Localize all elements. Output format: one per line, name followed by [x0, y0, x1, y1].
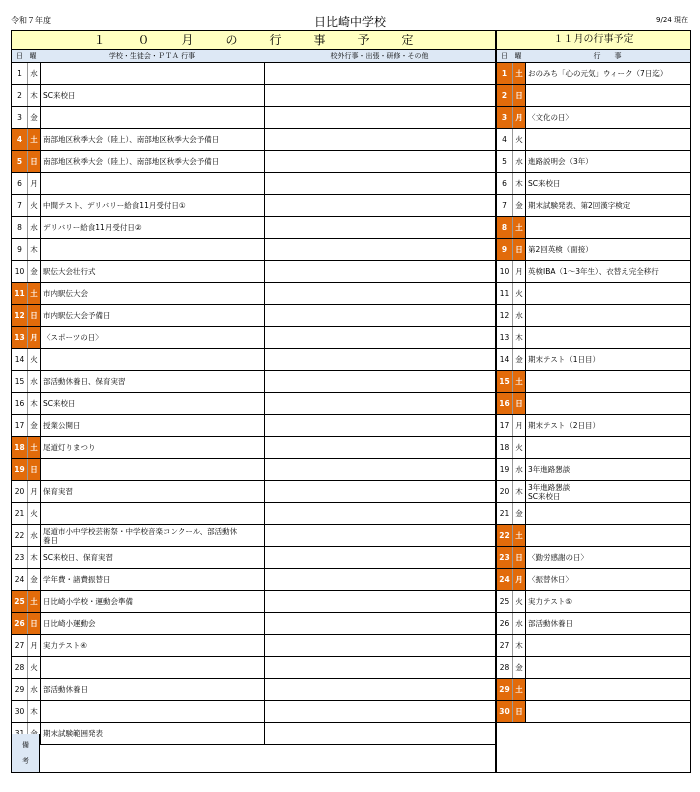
event-cell	[525, 437, 691, 458]
day-cell: 10	[499, 267, 510, 276]
schedule-row	[497, 371, 690, 393]
weekday-cell: 水	[27, 525, 40, 546]
schedule-row	[12, 239, 495, 261]
day-cell: 28	[499, 663, 510, 672]
event-cell	[40, 107, 266, 128]
weekday-cell: 土	[512, 525, 525, 546]
event-cell	[525, 217, 691, 238]
weekday-cell: 火	[27, 503, 40, 524]
weekday-cell: 木	[512, 327, 525, 348]
event-cell	[525, 327, 691, 348]
outside-event-cell	[264, 107, 496, 128]
updated-date: 9/24 現在	[656, 16, 688, 24]
day-cell: 16	[14, 399, 25, 408]
weekday-cell: 木	[27, 701, 40, 722]
event-cell: 〈勤労感謝の日〉	[525, 547, 691, 568]
schedule-row	[497, 459, 690, 481]
outside-event-cell	[264, 503, 496, 524]
outside-event-cell	[264, 173, 496, 194]
schedule-row	[497, 591, 690, 613]
event-cell: 南部地区秋季大会（陸上）、南部地区秋季大会予備日	[40, 151, 266, 172]
november-remarks	[497, 734, 690, 772]
event-cell: 授業公開日	[40, 415, 266, 436]
weekday-cell: 日	[27, 151, 40, 172]
day-cell: 11	[12, 283, 27, 304]
weekday-cell: 火	[512, 283, 525, 304]
schedule-row	[497, 635, 690, 657]
day-cell: 14	[499, 355, 510, 364]
day-cell: 26	[12, 613, 27, 634]
weekday-cell: 火	[27, 349, 40, 370]
weekday-cell: 日	[512, 85, 525, 106]
event-cell: 中間テスト、デリバリー給食11月受付日①	[40, 195, 266, 216]
day-cell: 14	[14, 355, 25, 364]
schedule-row	[497, 327, 690, 349]
event-cell	[40, 701, 266, 722]
weekday-cell: 土	[512, 217, 525, 238]
weekday-cell: 水	[27, 679, 40, 700]
weekday-cell: 水	[27, 63, 40, 84]
event-cell: 期末試験範囲発表	[40, 723, 266, 744]
event-cell	[525, 503, 691, 524]
weekday-header: 曜	[29, 52, 37, 60]
weekday-cell: 火	[512, 437, 525, 458]
day-cell: 20	[499, 487, 510, 496]
event-cell: 日比崎小学校・運動会準備	[40, 591, 266, 612]
day-cell: 5	[12, 151, 27, 172]
outside-event-cell	[264, 63, 496, 84]
day-cell: 30	[14, 707, 25, 716]
outside-event-cell	[264, 305, 496, 326]
outside-event-cell	[264, 657, 496, 678]
event-cell	[525, 701, 691, 722]
november-column-header	[497, 50, 690, 63]
day-cell: 10	[14, 267, 25, 276]
weekday-cell: 日	[512, 393, 525, 414]
schedule-row	[497, 569, 690, 591]
event-cell: 部活動休養日	[40, 679, 266, 700]
outside-event-cell	[264, 437, 496, 458]
november-schedule	[496, 30, 691, 773]
day-cell: 7	[17, 201, 22, 210]
event-cell: 保育実習	[40, 481, 266, 502]
day-cell: 8	[17, 223, 22, 232]
schedule-row	[12, 613, 495, 635]
event-cell	[525, 129, 691, 150]
schedule-row	[12, 63, 495, 85]
day-cell: 13	[12, 327, 27, 348]
outside-event-cell	[264, 349, 496, 370]
event-cell: デリバリー給食11月受付日②	[40, 217, 266, 238]
event-cell: 〈スポーツの日〉	[40, 327, 266, 348]
day-cell: 26	[499, 619, 510, 628]
weekday-cell: 水	[512, 459, 525, 480]
event-cell: 進路説明会（3年）	[525, 151, 691, 172]
weekday-cell: 水	[512, 151, 525, 172]
event-cell: 南部地区秋季大会（陸上）、南部地区秋季大会予備日	[40, 129, 266, 150]
weekday-cell: 土	[27, 129, 40, 150]
event-cell	[525, 305, 691, 326]
day-cell: 9	[17, 245, 22, 254]
schedule-row	[497, 393, 690, 415]
weekday-cell: 金	[27, 415, 40, 436]
weekday-cell: 土	[512, 63, 525, 84]
event-cell: 期末テスト（1日目）	[525, 349, 691, 370]
weekday-cell: 水	[512, 613, 525, 634]
weekday-cell: 木	[27, 239, 40, 260]
schedule-row	[12, 657, 495, 679]
day-cell: 17	[499, 421, 510, 430]
schedule-row	[12, 129, 495, 151]
weekday-cell: 土	[512, 679, 525, 700]
schedule-row	[12, 195, 495, 217]
event-cell: 3年進路懇談 SC来校日	[525, 481, 691, 502]
weekday-cell: 月	[512, 107, 525, 128]
outside-event-cell	[264, 151, 496, 172]
schedule-row	[12, 635, 495, 657]
event-cell	[40, 349, 266, 370]
schedule-row	[497, 129, 690, 151]
weekday-cell: 金	[512, 195, 525, 216]
event-cell: 3年進路懇談	[525, 459, 691, 480]
schedule-row	[497, 151, 690, 173]
schedule-row	[12, 283, 495, 305]
event-cell: 日比崎小運動会	[40, 613, 266, 634]
schedule-row	[12, 525, 495, 547]
school-name: 日比崎中学校	[313, 15, 386, 29]
weekday-header: 曜	[514, 52, 522, 60]
outside-event-cell	[264, 679, 496, 700]
schedule-row	[12, 371, 495, 393]
weekday-cell: 金	[512, 657, 525, 678]
schedule-row	[497, 107, 690, 129]
schedule-row	[497, 415, 690, 437]
day-cell: 2	[497, 85, 512, 106]
outside-events-header: 校外行事・出張・研修・その他	[330, 52, 429, 60]
day-cell: 4	[12, 129, 27, 150]
schedule-row	[497, 261, 690, 283]
schedule-row	[497, 481, 690, 503]
event-cell: 期末試験発表、第2回漢字検定	[525, 195, 691, 216]
day-cell: 30	[497, 701, 512, 722]
weekday-cell: 水	[27, 371, 40, 392]
schedule-row	[497, 503, 690, 525]
weekday-cell: 木	[512, 635, 525, 656]
schedule-row	[12, 547, 495, 569]
day-cell: 25	[12, 591, 27, 612]
schedule-row	[12, 679, 495, 701]
remarks-label-2: 考	[22, 757, 29, 765]
event-cell: SC来校日	[525, 173, 691, 194]
outside-event-cell	[264, 591, 496, 612]
schedule-row	[12, 85, 495, 107]
day-cell: 1	[17, 69, 22, 78]
weekday-cell: 月	[27, 327, 40, 348]
event-cell: 市内駅伝大会	[40, 283, 266, 304]
event-cell: 期末テスト（2日目）	[525, 415, 691, 436]
day-cell: 2	[17, 91, 22, 100]
day-cell: 19	[499, 465, 510, 474]
day-cell: 22	[14, 531, 25, 540]
day-cell: 17	[14, 421, 25, 430]
event-cell: 学年費・諸費振替日	[40, 569, 266, 590]
event-cell: SC来校日、保育実習	[40, 547, 266, 568]
schedule-row	[497, 305, 690, 327]
day-cell: 12	[499, 311, 510, 320]
event-cell	[525, 679, 691, 700]
october-schedule	[11, 30, 496, 773]
weekday-cell: 木	[512, 481, 525, 502]
schedule-row	[12, 437, 495, 459]
event-cell: 市内駅伝大会予備日	[40, 305, 266, 326]
event-cell: 実力テスト④	[40, 635, 266, 656]
event-cell: 第2回英検（面接）	[525, 239, 691, 260]
schedule-row	[12, 415, 495, 437]
weekday-cell: 土	[27, 437, 40, 458]
event-cell	[40, 503, 266, 524]
day-cell: 29	[14, 685, 25, 694]
day-cell: 3	[497, 107, 512, 128]
outside-event-cell	[264, 613, 496, 634]
schedule-row	[497, 85, 690, 107]
schedule-row	[12, 569, 495, 591]
weekday-cell: 月	[512, 261, 525, 282]
day-cell: 24	[14, 575, 25, 584]
event-cell	[525, 525, 691, 546]
day-cell: 18	[12, 437, 27, 458]
day-cell: 5	[502, 157, 507, 166]
day-cell: 23	[14, 553, 25, 562]
schedule-row	[497, 613, 690, 635]
weekday-cell: 日	[512, 701, 525, 722]
weekday-cell: 金	[512, 503, 525, 524]
day-cell: 13	[499, 333, 510, 342]
day-cell: 15	[497, 371, 512, 392]
weekday-cell: 木	[27, 85, 40, 106]
schedule-row	[12, 173, 495, 195]
schedule-row	[12, 481, 495, 503]
day-cell: 12	[12, 305, 27, 326]
weekday-cell: 月	[27, 635, 40, 656]
schedule-row	[497, 547, 690, 569]
weekday-cell: 日	[27, 305, 40, 326]
event-cell	[40, 63, 266, 84]
outside-event-cell	[264, 195, 496, 216]
schedule-row	[12, 459, 495, 481]
event-cell	[525, 283, 691, 304]
event-cell: 部活動休養日	[525, 613, 691, 634]
schedule-row	[12, 349, 495, 371]
school-events-header: 学校・生徒会・ＰＴＡ 行事	[108, 52, 196, 60]
event-cell: SC来校日	[40, 393, 266, 414]
event-cell: 〈文化の日〉	[525, 107, 691, 128]
day-cell: 29	[497, 679, 512, 700]
event-cell	[40, 657, 266, 678]
event-cell: おのみち「心の元気」ウィーク（7日迄）	[525, 63, 691, 84]
schedule-row	[497, 701, 690, 723]
events-header: 行 事	[593, 52, 622, 60]
outside-event-cell	[264, 129, 496, 150]
day-cell: 15	[14, 377, 25, 386]
weekday-cell: 木	[27, 547, 40, 568]
schedule-row	[497, 239, 690, 261]
weekday-cell: 日	[512, 547, 525, 568]
outside-event-cell	[264, 569, 496, 590]
weekday-cell: 金	[512, 349, 525, 370]
event-cell	[525, 371, 691, 392]
schedule-row	[12, 591, 495, 613]
day-header: 日	[501, 52, 508, 60]
schedule-row	[497, 173, 690, 195]
outside-event-cell	[264, 481, 496, 502]
schedule-row	[497, 679, 690, 701]
day-cell: 19	[12, 459, 27, 480]
day-cell: 6	[502, 179, 507, 188]
day-cell: 25	[499, 597, 510, 606]
october-title: １０月の行事予定	[12, 31, 495, 50]
event-cell	[525, 635, 691, 656]
event-cell	[525, 393, 691, 414]
weekday-cell: 土	[27, 591, 40, 612]
weekday-cell: 金	[27, 569, 40, 590]
weekday-cell: 日	[27, 613, 40, 634]
schedule-row	[497, 657, 690, 679]
schedule-row	[497, 63, 690, 85]
fiscal-year: 令和７年度	[11, 16, 51, 25]
weekday-cell: 土	[27, 283, 40, 304]
schedule-row	[12, 261, 495, 283]
document-header	[0, 0, 700, 30]
weekday-cell: 火	[512, 129, 525, 150]
weekday-cell: 金	[27, 261, 40, 282]
weekday-cell: 月	[27, 481, 40, 502]
outside-event-cell	[264, 85, 496, 106]
event-cell	[525, 657, 691, 678]
weekday-cell: 水	[27, 217, 40, 238]
day-header: 日	[16, 52, 23, 60]
event-cell	[525, 85, 691, 106]
day-cell: 11	[499, 289, 510, 298]
event-cell: 尾道市小中学校芸術祭・中学校音楽コンクール、部活動休 養日	[40, 525, 266, 546]
schedule-row	[12, 393, 495, 415]
outside-event-cell	[264, 459, 496, 480]
schedule-row	[12, 217, 495, 239]
weekday-cell: 月	[512, 415, 525, 436]
outside-event-cell	[264, 415, 496, 436]
day-cell: 23	[497, 547, 512, 568]
day-cell: 9	[497, 239, 512, 260]
day-cell: 21	[499, 509, 510, 518]
event-cell: 部活動休養日、保育実習	[40, 371, 266, 392]
day-cell: 27	[14, 641, 25, 650]
day-cell: 20	[14, 487, 25, 496]
day-cell: 3	[17, 113, 22, 122]
schedule-row	[497, 437, 690, 459]
remarks-section	[12, 734, 495, 772]
schedule-row	[497, 217, 690, 239]
event-cell: SC来校日	[40, 85, 266, 106]
outside-event-cell	[264, 239, 496, 260]
remarks-label	[12, 734, 40, 772]
schedule-row	[12, 701, 495, 723]
event-cell	[40, 173, 266, 194]
schedule-row	[497, 283, 690, 305]
weekday-cell: 月	[512, 569, 525, 590]
schedule-row	[497, 349, 690, 371]
schedule-row	[12, 503, 495, 525]
day-cell: 27	[499, 641, 510, 650]
outside-event-cell	[264, 327, 496, 348]
weekday-cell: 火	[512, 591, 525, 612]
day-cell: 6	[17, 179, 22, 188]
event-cell: 実力テスト⑤	[525, 591, 691, 612]
event-cell: 駅伝大会壮行式	[40, 261, 266, 282]
schedule-row	[12, 107, 495, 129]
weekday-cell: 木	[27, 393, 40, 414]
weekday-cell: 火	[27, 657, 40, 678]
outside-event-cell	[264, 261, 496, 282]
day-cell: 28	[14, 663, 25, 672]
weekday-cell: 日	[512, 239, 525, 260]
november-title: １１月の行事予定	[497, 31, 690, 50]
outside-event-cell	[264, 635, 496, 656]
weekday-cell: 月	[27, 173, 40, 194]
day-cell: 7	[502, 201, 507, 210]
event-cell: 〈振替休日〉	[525, 569, 691, 590]
outside-event-cell	[264, 393, 496, 414]
event-cell	[40, 459, 266, 480]
day-cell: 4	[502, 135, 507, 144]
schedule-row	[497, 195, 690, 217]
october-column-header	[12, 50, 495, 63]
weekday-cell: 日	[27, 459, 40, 480]
weekday-cell: 木	[512, 173, 525, 194]
weekday-cell: 土	[512, 371, 525, 392]
day-cell: 8	[497, 217, 512, 238]
day-cell: 21	[14, 509, 25, 518]
schedule-row	[12, 151, 495, 173]
outside-event-cell	[264, 217, 496, 238]
weekday-cell: 火	[27, 195, 40, 216]
weekday-cell: 水	[512, 305, 525, 326]
event-cell	[40, 239, 266, 260]
event-cell: 尾道灯りまつり	[40, 437, 266, 458]
remarks-label-1: 備	[22, 741, 29, 749]
outside-event-cell	[264, 525, 496, 546]
outside-event-cell	[264, 371, 496, 392]
day-cell: 22	[497, 525, 512, 546]
day-cell: 16	[497, 393, 512, 414]
outside-event-cell	[264, 701, 496, 722]
schedule-row	[12, 305, 495, 327]
schedule-row	[497, 525, 690, 547]
outside-event-cell	[264, 547, 496, 568]
weekday-cell: 金	[27, 107, 40, 128]
schedule-row	[12, 327, 495, 349]
day-cell: 24	[497, 569, 512, 590]
outside-event-cell	[264, 283, 496, 304]
day-cell: 18	[499, 443, 510, 452]
event-cell: 英検IBA（1～3年生）、衣替え完全移行	[525, 261, 691, 282]
day-cell: 1	[497, 63, 512, 84]
